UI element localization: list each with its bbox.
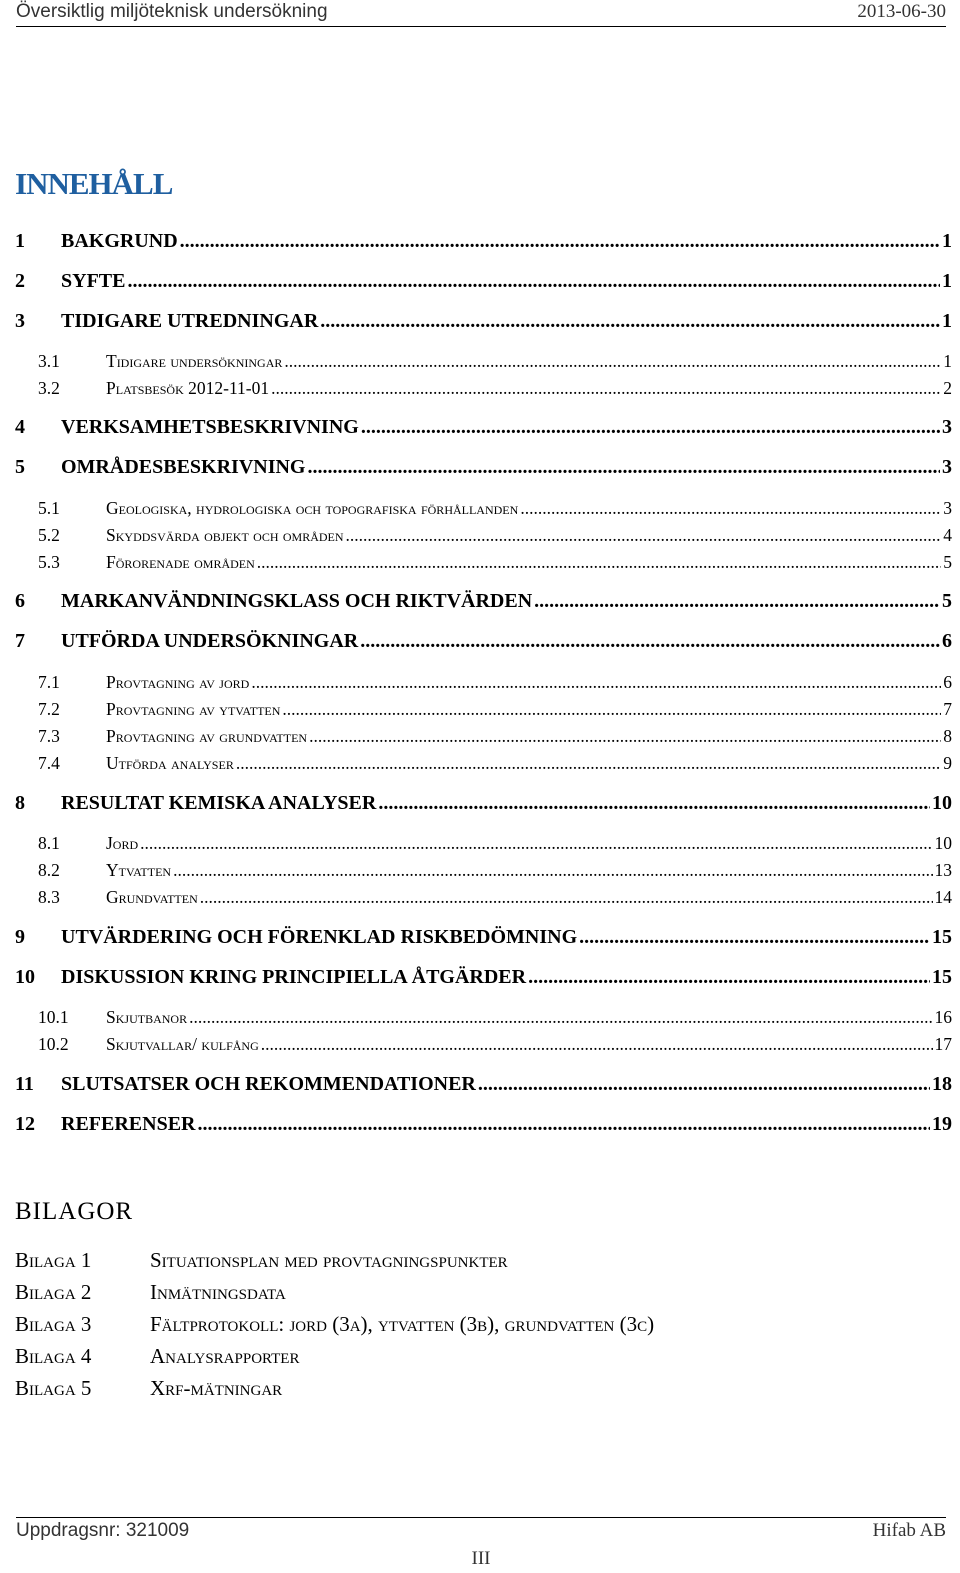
toc-entry-page: 6 [943,672,952,692]
toc-subentry[interactable] [15,699,952,720]
appendix-item [15,1248,508,1273]
toc-entry-title: TIDIGARE UTREDNINGAR [61,310,319,332]
dot-leader [361,416,940,439]
toc-entry-title: Provtagning av grundvatten [106,726,308,746]
appendix-label: Bilaga 2 [15,1280,92,1304]
dot-leader [528,966,930,989]
toc-entry-title: Tidigare undersökningar [106,351,283,371]
appendix-item [15,1376,282,1401]
toc-heading: INNEHÅLL [15,166,173,201]
page-footer [16,1517,946,1569]
dot-leader [478,1073,930,1096]
toc-entry[interactable] [15,590,952,613]
toc-entry-title: REFERENSER [61,1113,196,1135]
toc-subentry[interactable] [15,860,952,881]
toc-entry-number: 7.4 [38,753,60,773]
toc-subentry[interactable] [15,1034,952,1055]
toc-entry-title: VERKSAMHETSBESKRIVNING [61,416,359,438]
toc-entry-page: 8 [943,726,952,746]
toc-entry-number: 10.2 [38,1034,69,1054]
toc-entry-page: 10 [934,833,952,853]
dot-leader [271,378,941,399]
toc-entry-number: 3 [15,310,25,332]
toc-entry-page: 5 [943,552,952,572]
dot-leader [261,1034,933,1055]
dot-leader [257,552,941,573]
appendix-title: Xrf-mätningar [150,1376,283,1400]
toc-subentry[interactable] [15,378,952,399]
toc-entry-number: 7 [15,630,25,652]
toc-subentry[interactable] [15,552,952,573]
dot-leader [307,456,940,479]
dot-leader [251,672,941,693]
toc-entry-page: 15 [932,966,952,988]
toc-entry-number: 8.3 [38,887,60,907]
dot-leader [309,726,941,747]
appendix-label: Bilaga 4 [15,1344,92,1368]
toc-entry[interactable] [15,310,952,333]
toc-entry-page: 1 [942,270,952,292]
dot-leader [284,351,941,372]
toc-entry-title: Utförda analyser [106,753,234,773]
toc-entry[interactable] [15,792,952,815]
toc-entry-title: DISKUSSION KRING PRINCIPIELLA ÅTGÄRDER [61,966,527,988]
toc-entry-number: 9 [15,926,25,948]
toc-entry-title: Platsbesök 2012-11-01 [106,378,270,398]
toc-subentry[interactable] [15,887,952,908]
dot-leader [579,926,930,949]
toc-entry-title: Grundvatten [106,887,198,907]
toc-entry-number: 5.2 [38,525,60,545]
toc-entry-title: Geologiska, hydrologiska och topografiska förhållanden [106,498,519,518]
toc-entry-number: 7.2 [38,699,60,719]
document-date: 2013-06-30 [857,1,946,22]
toc-entry-number: 7.3 [38,726,60,746]
toc-entry-number: 1 [15,230,25,252]
appendix-label: Bilaga 3 [15,1312,92,1336]
toc-entry-number: 5 [15,456,25,478]
toc-entry[interactable] [15,1073,952,1096]
toc-entry-number: 5.3 [38,552,60,572]
toc-entry-title: MARKANVÄNDNINGSKLASS OCH RIKTVÄRDEN [61,590,533,612]
appendix-title: Fältprotokoll: jord (3a), ytvatten (3b), grundvatten (3c) [150,1312,655,1336]
dot-leader [346,525,942,546]
toc-entry[interactable] [15,966,952,989]
toc-entry-number: 7.1 [38,672,60,692]
toc-entry-page: 3 [942,456,952,478]
toc-entry-page: 3 [943,498,952,518]
toc-entry-page: 1 [943,351,952,371]
toc-entry-number: 3.1 [38,351,60,371]
toc-entry-number: 3.2 [38,378,60,398]
toc-entry-page: 4 [943,525,952,545]
appendix-label: Bilaga 5 [15,1376,92,1400]
toc-entry[interactable] [15,1113,952,1136]
appendix-item [15,1312,654,1337]
dot-leader [360,630,940,653]
toc-entry-page: 6 [942,630,952,652]
toc-entry-page: 7 [943,699,952,719]
toc-entry-title: Skyddsvärda objekt och områden [106,525,344,545]
dot-leader [200,887,933,908]
toc-entry-title: SLUTSATSER OCH REKOMMENDATIONER [61,1073,476,1095]
toc-entry-title: OMRÅDESBESKRIVNING [61,456,306,478]
toc-entry-title: UTVÄRDERING OCH FÖRENKLAD RISKBEDÖMNING [61,926,578,948]
toc-entry-title: Provtagning av ytvatten [106,699,281,719]
toc-entry-number: 5.1 [38,498,60,518]
toc-subentry[interactable] [15,351,952,372]
company-name: Hifab AB [872,1520,946,1541]
toc-entry[interactable] [15,416,952,439]
toc-entry-page: 1 [942,310,952,332]
toc-entry[interactable] [15,230,952,253]
toc-subentry[interactable] [15,726,952,747]
toc-entry-title: RESULTAT KEMISKA ANALYSER [61,792,377,814]
toc-entry-number: 11 [15,1073,34,1095]
dot-leader [189,1007,932,1028]
assignment-number: Uppdragsnr: 321009 [16,1520,190,1541]
document-title: Översiktlig miljöteknisk undersökning [16,1,328,22]
toc-entry-page: 10 [932,792,952,814]
toc-subentry[interactable] [15,672,952,693]
toc-entry-title: Skjutvallar/ kulfång [106,1034,259,1054]
toc-entry-number: 8 [15,792,25,814]
toc-entry-number: 8.1 [38,833,60,853]
toc-subentry[interactable] [15,1007,952,1028]
toc-entry-page: 13 [934,860,952,880]
dot-leader [197,1113,930,1136]
dot-leader [236,753,941,774]
dot-leader [140,833,932,854]
dot-leader [127,270,940,293]
toc-entry-number: 4 [15,416,25,438]
page-number: III [471,1548,491,1569]
toc-subentry[interactable] [15,498,952,519]
toc-entry-page: 14 [934,887,952,907]
toc-subentry[interactable] [15,753,952,774]
toc-entry-title: UTFÖRDA UNDERSÖKNINGAR [61,630,359,652]
appendix-item [15,1280,286,1305]
toc-entry-page: 2 [943,378,952,398]
toc-entry-number: 2 [15,270,25,292]
page-header [16,0,946,27]
dot-leader [173,860,932,881]
toc-entry-number: 8.2 [38,860,60,880]
appendices-heading: BILAGOR [15,1198,134,1225]
toc-entry-number: 10 [15,966,35,988]
dot-leader [534,590,940,613]
toc-entry-page: 17 [934,1034,952,1054]
toc-entry-title: Ytvatten [106,860,172,880]
appendix-title: Analysrapporter [150,1344,300,1368]
toc-entry-title: Jord [106,833,139,853]
toc-entry-number: 10.1 [38,1007,69,1027]
toc-entry-number: 12 [15,1113,35,1135]
toc-subentry[interactable] [15,833,952,854]
appendix-label: Bilaga 1 [15,1248,92,1272]
toc-entry[interactable] [15,630,952,653]
dot-leader [282,699,941,720]
toc-entry-title: BAKGRUND [61,230,178,252]
dot-leader [180,230,940,253]
toc-entry-page: 16 [934,1007,952,1027]
toc-entry-title: Skjutbanor [106,1007,188,1027]
toc-entry-title: Provtagning av jord [106,672,250,692]
toc-entry-page: 19 [932,1113,952,1135]
toc-entry-page: 1 [942,230,952,252]
appendix-item [15,1344,299,1369]
toc-entry-page: 3 [942,416,952,438]
dot-leader [520,498,941,519]
appendix-title: Inmätningsdata [150,1280,286,1304]
toc-entry-page: 5 [942,590,952,612]
toc-entry-title: Förorenade områden [106,552,255,572]
toc-subentry[interactable] [15,525,952,546]
toc-entry-title: SYFTE [61,270,126,292]
toc-entry[interactable] [15,270,952,293]
appendix-title: Situationsplan med provtagningspunkter [150,1248,508,1272]
toc-entry-page: 18 [932,1073,952,1095]
dot-leader [320,310,940,333]
toc-entry[interactable] [15,926,952,949]
toc-entry-number: 6 [15,590,25,612]
toc-entry-page: 9 [943,753,952,773]
dot-leader [378,792,930,815]
toc-entry[interactable] [15,456,952,479]
toc-entry-page: 15 [932,926,952,948]
